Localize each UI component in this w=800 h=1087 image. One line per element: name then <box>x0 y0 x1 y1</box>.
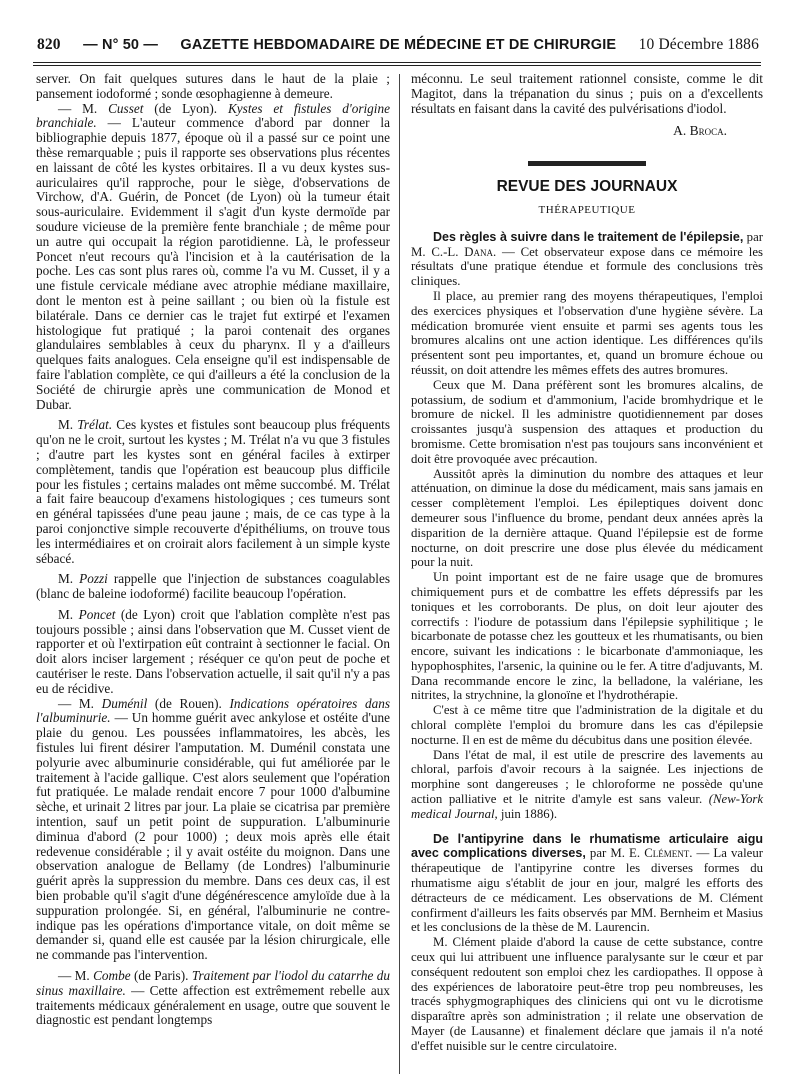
subsection-title: THÉRAPEUTIQUE <box>538 203 636 216</box>
section-title: REVUE DES JOURNAUX <box>496 178 678 196</box>
epilepsy-intro <box>411 230 763 289</box>
epilepsy-author-prefix: par M. C.-L. <box>411 229 764 259</box>
epilepsy-author: Dana. <box>464 244 497 259</box>
cusset-lead: — M. <box>58 100 98 116</box>
poncet-lead: M. <box>58 606 74 622</box>
right-paragraph-1: méconnu. Le seul traitement rationnel consiste, comme le dit Magitot, dans la trépanation du sinus ; puis on a d'excellents résultats en faisant dans la cavité des pulvérisations d'iodol. <box>411 71 763 116</box>
combe-title: Traitement par l'iodol du catarrhe du sinus maxillaire. <box>36 968 391 998</box>
journal-title: GAZETTE HEBDOMADAIRE DE MÉDECINE ET DE CHIRURGIE <box>180 37 617 53</box>
header-rule <box>33 62 761 63</box>
epilepsy-source: (New-York medical Journal, <box>411 792 764 821</box>
combe-body: — Cette affection est extrêmement rebelle aux traitements médicaux généralement en usage, outre que souvent le diagnostic est pendant longtemps <box>36 982 390 1028</box>
epilepsy-p1: — Cet observateur expose dans ce mémoire les résultats d'une pratique étendue et formule des conclusions très cliniques. <box>411 244 763 289</box>
cusset-title: Kystes et fistules d'origine branchiale. <box>36 100 390 131</box>
pozzi-paragraph <box>36 572 390 602</box>
pozzi-name: Pozzi <box>79 571 108 587</box>
dumenil-paragraph <box>36 697 390 963</box>
pozzi-body: rappelle que l'injection de substances coagulables (blanc de baleine iodoformé) facilite beaucoup l'opération. <box>36 571 390 602</box>
cusset-paragraph <box>36 102 390 413</box>
combe-lead: — M. <box>58 968 90 984</box>
issue-number: — N° 50 — <box>83 37 158 53</box>
epilepsy-date: juin 1886). <box>497 806 558 821</box>
epilepsy-article <box>411 230 763 822</box>
pozzi-lead: M. <box>58 571 74 587</box>
left-column <box>36 72 390 1028</box>
antipyrine-p2: M. Clément plaide d'abord la cause de cette substance, contre ceux qui lui attribuent une influence paralysante sur le cœur et par conséquent redoutent son emploi chez les cardiopathes. Il oppose à des expériences de laboratoire peut-être trop peu nombreuses, les tracés sphygmographiques des cliniciens qui ont vu le dicrotisme disparaître après son administration ; il relate une observation de Mayer (de Lausanne) et finalement déclare que jamais il n'a noté d'effet nuisible sur le centre circulatoire. <box>411 935 763 1053</box>
combe-place: (de Paris). <box>130 968 189 984</box>
combe-name: Combe <box>93 968 131 984</box>
antipyrine-article <box>411 832 763 1054</box>
cusset-name: Cusset <box>108 100 144 116</box>
dumenil-lead: — M. <box>58 695 94 711</box>
trelat-body: Ces kystes et fistules sont beaucoup plus fréquents qu'on ne le croit, surtout les kystes ; M. Trélat n'a vu que 3 fistules ; d'autre part les kystes sont en général faciles à extirper complètement, tandis que l'opération est beaucoup plus difficile pour les fistules ; certains malades ont même succombé. M. Trélat a fait faire beaucoup d'examens histologiques ; ces tumeurs sont en général tapissées d'une peau jaune ; mais, de ce cas type à la paroi conjonctive simple recouverte d'épithéliums, on trouve tous les intermédiaires et on croirait alors facilement à un simple kyste sébacé. <box>36 417 390 566</box>
right-column <box>411 72 763 1054</box>
page-number: 820 <box>37 36 61 53</box>
dumenil-title: Indications opératoires dans l'albuminurie. <box>36 695 390 726</box>
epilepsy-p6: C'est à ce même titre que l'administration de la digitale et du chloral complète l'emploi du bromure dans les cas d'épilepsie nocturne. Il en est de même du décubitus dans une position élevée. <box>411 703 763 747</box>
ornament-bar <box>528 161 646 166</box>
poncet-paragraph <box>36 608 390 697</box>
cusset-place: (de Lyon). <box>143 100 218 116</box>
issue-date: 10 Décembre 1886 <box>638 36 759 53</box>
antipyrine-p1: — La valeur thérapeutique de l'antipyrine contre les diverses formes du rhumatisme aigu s'établit de jour en jour, malgré les efforts des détracteurs de ce médicament. Les observations de M. Clément confirment d'ailleurs les faits observés par MM. Bernheim et Masius et les conclusions de la thèse de M. Laurencin. <box>411 846 764 935</box>
epilepsy-p4: Aussitôt après la diminution du nombre des attaques et leur atténuation, on diminue la dose du médicament, mais sans jamais en cesser complètement l'emploi. Les épileptiques doivent donc demeurer sous l'influence du brome, pendant deux années après la disparition de la dernière attaque. Quand l'épilepsie est de forme nocturne, on doit prescrire une dose plus élevée du médicament pour la nuit. <box>411 466 763 570</box>
epilepsy-p2: Il place, au premier rang des moyens thérapeutiques, l'emploi des exercices physiques et l'observation d'une hygiène sévère. La médication bromurée vient ensuite et parmi ses agents tous les bromures alcalins ont une action identique. Les différences qu'ils présentent sont peu importantes, et, quand un bromure échoue ou réussit, on doit attendre les mêmes effets des autres bromures. <box>411 288 763 377</box>
cusset-body: — L'auteur commence d'abord par donner la bibliographie depuis 1877, époque où il a passé sur ce point une thèse remarquable ; puis il rapporte ses observations plus récentes en laissant de côté les kystes orbitaires. Il a vu deux kystes sus-auriculaires qu'il rapproche, pour le siège, d'observations de Virchow, d'A. Guérin, de Poncet (de Lyon) où la tumeur était sous-auriculaire. Evidemment il s'agit d'un kyste dermoïde par soudure vicieuse de la première fente branchiale ; de même pour un autre qui occupait la région parotidienne. Là, le professeur Poncet n'eut recours qu'à l'incision et à la cautérisation de la poche. Les cas sont plus rares où, comme l'a vu M. Cusset, il y a une fistule cervicale médiane avec atrophie médiane maxillaire, dont le menton est à peine saillant ; ou bien où la fistule est bilatérale. Dans ce dernier cas le trajet fut extirpé et l'examen histologique fut pratiqué ; la paroi contenait des organes glandulaires semblables à ceux du pharynx. Il y a d'ailleurs quelques faits analogues. Cela enseigne qu'il est indispensable de faire l'ablation complète, ce qui d'ailleurs a été la conclusion de la Société de chirurgie après une communication de Monod et Dubar. <box>36 115 390 412</box>
column-divider <box>399 74 400 1074</box>
antipyrine-author-prefix: par M. E. <box>585 846 645 861</box>
dumenil-place: (de Rouen). <box>147 695 222 711</box>
signature-name: A. Broca. <box>673 123 727 139</box>
epilepsy-p5: Un point important est de ne faire usage que de bromures chimiquement purs et de combattre les effets dépressifs par les toniques et les corroborants. De plus, on doit leur ajouter des correctifs : l'iodure de potassium dans l'épilepsie syphilitique ; le bicarbonate de potasse chez les goutteux et les rhumatisants, ou bien encore, suivant les indications : le bicarbonate d'ammoniaque, les hypophosphites, l'arsenic, la quinine ou le fer. A titre d'adjuvants, M. Dana recommande encore le zinc, la belladone, la valériane, les nitrites, la strychnine, la glonoïne et l'hydrothérapie. <box>411 570 763 703</box>
signature <box>411 124 763 139</box>
epilepsy-p7: Dans l'état de mal, il est utile de prescrire des lavements au chloral, parfois d'avoir recours à la saignée. Les injections de morphine sont dangereuses ; le chloroforme ne possède qu'une action palliative et le nitrite d'amyle est sans valeur. <box>411 747 763 807</box>
trelat-name: Trélat. <box>77 417 113 433</box>
antipyrine-intro <box>411 832 763 936</box>
trelat-lead: M. <box>58 417 74 433</box>
dumenil-body: — Un homme guérit avec ankylose et ostéite d'une plaie du genou. Les poussées inflammatoires, les abcès, les fistules lui firent désirer l'amputation. M. Duménil constata une polyurie avec albuminurie considérable, qui fut améliorée par le traitement à l'acide gallique. C'est alors seulement que l'opération fut pratiquée. Le malade rendait encore 7 pour 1000 d'albumine sèche, et urinait 2 litres par jour. La plaie se cicatrisa par première intention, sauf un petit point de suppuration. L'albuminurie diminua d'abord (2 pour 1000) ; deux mois après elle était redevenue considérable ; il y avait ostéite du moignon. Dans une observation analogue de Bellamy (de Londres) l'albuminurie guérit après la suppression du membre. Dans ces deux cas, il est bien probable qu'il s'agit d'une dégénérescence amyloïde due à la suppuration prolongée. Si, en général, l'albuminurie ne contre-indique pas les opérations d'importance vitale, on doit même se demander si, quand elle est causée par la lésion chirurgicale, elle ne commande pas l'intervention. <box>36 710 390 963</box>
running-header <box>37 36 759 58</box>
trelat-paragraph <box>36 418 390 566</box>
poncet-body: (de Lyon) croit que l'ablation complète n'est pas toujours possible ; ainsi dans l'observation que M. Cusset vient de rapporter et où l'extirpation eût contraint à sectionner le facial. On doit alors inciser largement ; réséquer ce qu'on peut de poche et cautériser le reste. Dans l'observation actuelle, il sait qu'il n'y a pas eu de récidive. <box>36 606 391 696</box>
epilepsy-heading: Des règles à suivre dans le traitement de l'épilepsie, <box>433 229 744 244</box>
antipyrine-heading: De l'antipyrine dans le rhumatisme articulaire aigu avec complications diverses, <box>411 831 763 861</box>
section-ornament <box>411 161 763 166</box>
left-paragraph-1: server. On fait quelques sutures dans le haut de la plaie ; pansement iodoformé ; sonde œsophagienne à demeure. <box>36 71 390 101</box>
antipyrine-author: Clément. <box>644 846 693 861</box>
dumenil-name: Duménil <box>101 695 148 711</box>
header-rule-thin <box>33 65 761 66</box>
poncet-name: Poncet <box>78 606 116 622</box>
combe-paragraph <box>36 969 390 1028</box>
epilepsy-p7-block <box>411 748 763 822</box>
epilepsy-p3: Ceux que M. Dana préfèrent sont les bromures alcalins, de potassium, de sodium et d'ammonium, l'acide bromhydrique et le bromure de nickel. Il les administre quotidiennement par doses croissantes jusqu'à suspension des attaques et production du bromisme. Cette bromisation n'est pas toujours sans inconvénient et doit être provoquée avec précaution. <box>411 377 763 466</box>
